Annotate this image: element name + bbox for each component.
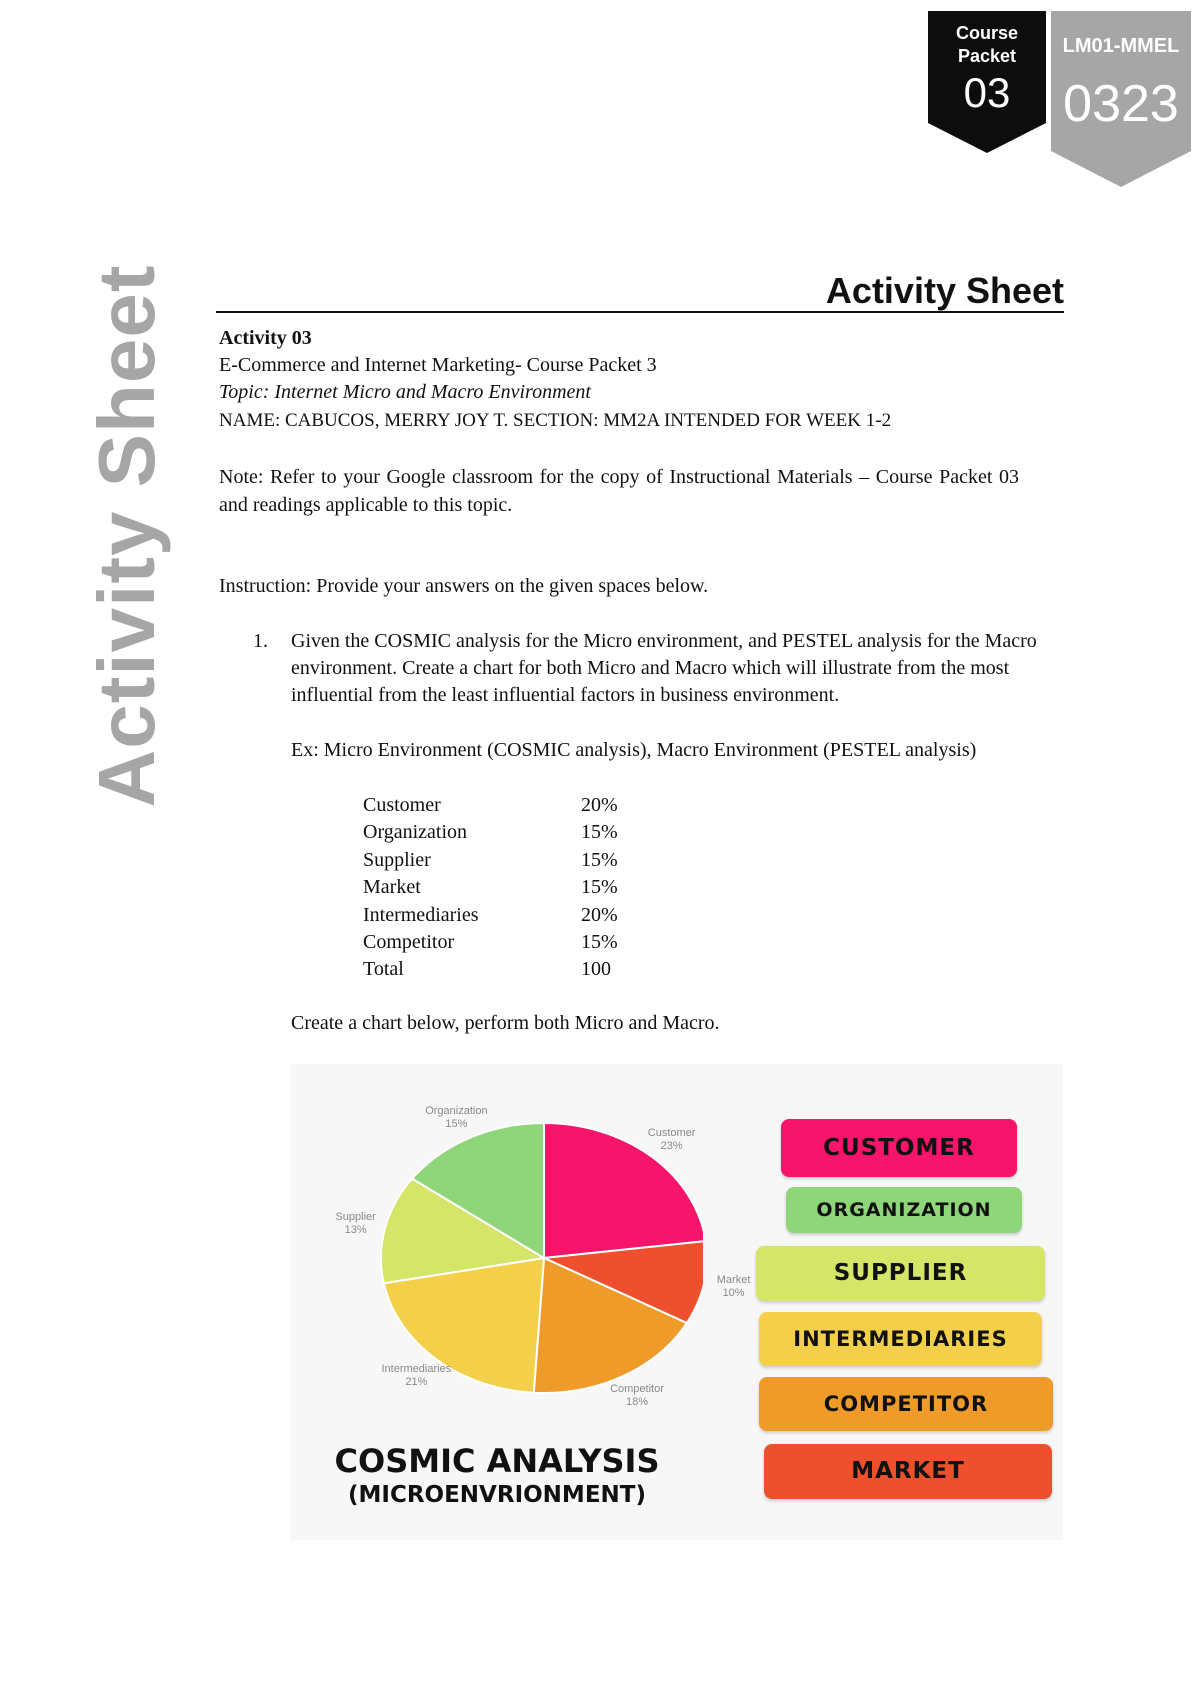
title-divider bbox=[216, 311, 1064, 313]
badge-module-number: 0323 bbox=[1063, 75, 1179, 133]
module-code-badge bbox=[1051, 11, 1191, 187]
factor-value: 20% bbox=[581, 903, 618, 926]
course-packet-badge bbox=[928, 11, 1046, 153]
factor-value: 15% bbox=[581, 930, 618, 953]
factor-name: Competitor bbox=[363, 930, 455, 953]
factor-name: Organization bbox=[363, 821, 468, 844]
badge-course-label: Course bbox=[955, 23, 1018, 43]
factor-value: 15% bbox=[581, 848, 618, 871]
pie-label-value: 13% bbox=[344, 1223, 367, 1236]
pie-label-name: Intermediaries bbox=[381, 1362, 452, 1375]
factor-name: Supplier bbox=[363, 848, 431, 871]
pie-label-name: Market bbox=[716, 1274, 751, 1287]
cosmic-chart bbox=[291, 1064, 1063, 1540]
note: Note: Refer to your Google classroom for the copy of Instructional Materials – Course Packet 03 and readings applicable to this topic. bbox=[219, 466, 1019, 516]
course-name: E-Commerce and Internet Marketing- Course Packet 3 bbox=[219, 354, 657, 376]
pie-label-organization bbox=[416, 1105, 496, 1131]
factor-value: 15% bbox=[581, 876, 618, 899]
legend-organization: ORGANIZATION bbox=[786, 1187, 1022, 1233]
legend-supplier: SUPPLIER bbox=[756, 1246, 1045, 1301]
question-number: 1. bbox=[253, 630, 268, 652]
pie-label-value: 15% bbox=[445, 1118, 468, 1131]
legend-market: MARKET bbox=[764, 1444, 1052, 1499]
badge-module-code: LM01-MMEL bbox=[1062, 35, 1180, 57]
pie-label-name: Competitor bbox=[610, 1382, 664, 1395]
side-watermark-text: Activity Sheet bbox=[82, 264, 171, 808]
legend-customer: CUSTOMER bbox=[781, 1119, 1017, 1177]
pie-label-value: 18% bbox=[625, 1395, 648, 1408]
pie-label-value: 23% bbox=[660, 1140, 683, 1153]
factor-name: Intermediaries bbox=[363, 903, 479, 926]
pie-label-competitor bbox=[597, 1383, 677, 1409]
factor-name: Total bbox=[363, 958, 404, 981]
factor-value: 20% bbox=[581, 794, 618, 816]
pie-label-value: 21% bbox=[405, 1375, 428, 1388]
pie-label-customer bbox=[632, 1127, 712, 1153]
pie-label-value: 10% bbox=[722, 1287, 745, 1300]
pie-label-name: Organization bbox=[425, 1105, 488, 1118]
legend-intermediaries: INTERMEDIARIES bbox=[759, 1312, 1042, 1366]
student-info: NAME: CABUCOS, MERRY JOY T. SECTION: MM2A INTENDED FOR WEEK 1-2 bbox=[219, 410, 892, 431]
badge-packet-label: Packet bbox=[957, 46, 1017, 66]
pie-label-name: Supplier bbox=[335, 1210, 376, 1223]
activity-number: Activity 03 bbox=[219, 327, 312, 349]
pie-label-name: Customer bbox=[647, 1127, 696, 1140]
factor-name: Market bbox=[363, 876, 421, 899]
legend-competitor: COMPETITOR bbox=[759, 1377, 1053, 1431]
question-example: Ex: Micro Environment (COSMIC analysis), Macro Environment (PESTEL analysis) bbox=[291, 739, 977, 761]
topic: Topic: Internet Micro and Macro Environment bbox=[219, 381, 591, 403]
question-text: Given the COSMIC analysis for the Micro environment, and PESTEL analysis for the Macro environment. Create a chart for both Micro and Macro which will illustrate from the most influential from the least influential factors in business environment. bbox=[291, 630, 1037, 706]
chart-instruction: Create a chart below, perform both Micro and Macro. bbox=[291, 1012, 720, 1034]
pie-chart bbox=[291, 1064, 703, 1434]
chart-title: COSMIC ANALYSIS bbox=[334, 1442, 660, 1480]
factor-name: Customer bbox=[363, 794, 441, 816]
pie-label-supplier bbox=[316, 1211, 396, 1237]
factor-value: 15% bbox=[581, 821, 618, 844]
instruction: Instruction: Provide your answers on the given spaces below. bbox=[219, 575, 709, 597]
side-watermark bbox=[82, 264, 171, 808]
factor-value: 100 bbox=[581, 958, 611, 981]
page-title: Activity Sheet bbox=[825, 270, 1064, 311]
badge-packet-number: 03 bbox=[963, 69, 1011, 116]
pie-label-intermediaries bbox=[376, 1363, 456, 1389]
chart-subtitle: (MICROENVRIONMENT) bbox=[348, 1482, 646, 1508]
